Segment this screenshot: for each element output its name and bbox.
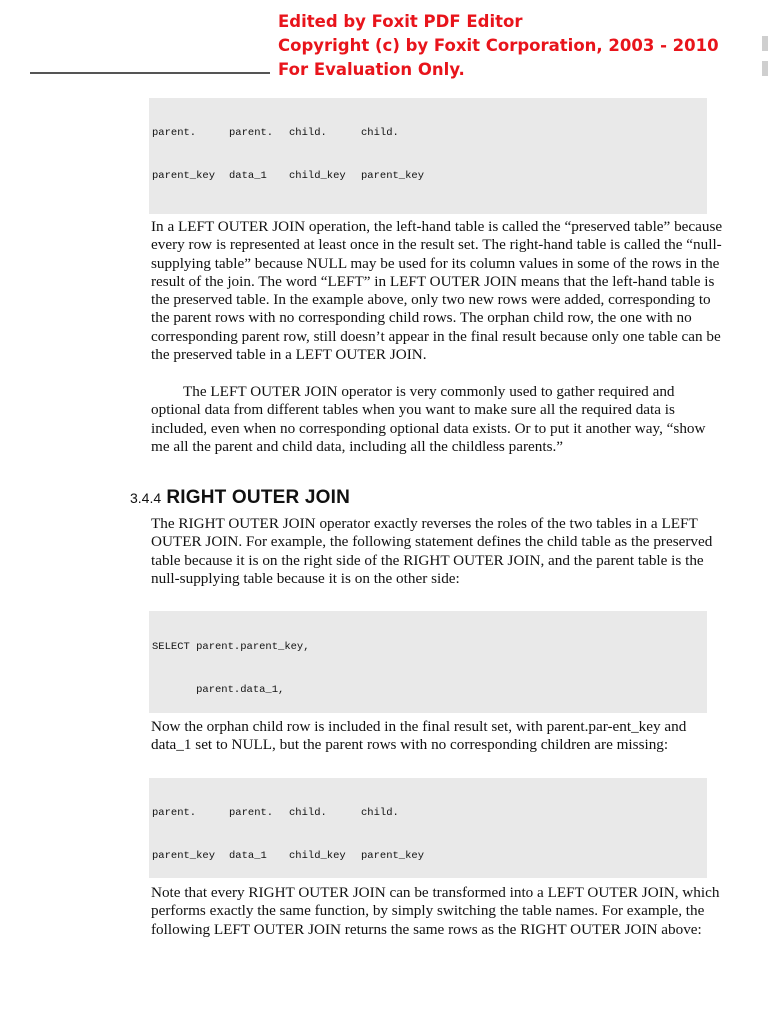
watermark-line-1: Edited by Foxit PDF Editor xyxy=(278,12,523,31)
table-cell: data_1 xyxy=(229,170,267,182)
paragraph-left-join-explanation: In a LEFT OUTER JOIN operation, the left-hand table is called the “preserved table” because every row is represented at least once in the result set. The right-hand table is called the “null-supplying table” because NULL may be used for its column values in some of the rows in the result of the join. The word “LEFT” in LEFT OUTER JOIN means that the left-hand table is the preserved table. In the example above, only two new rows were added, corresponding to the parent rows with no corresponding child rows. The orphan child row, the one with no corresponding parent row, still doesn’t appear in the final result because only one table can be the preserved table in a LEFT OUTER JOIN. xyxy=(151,218,723,364)
table-cell: parent. xyxy=(229,807,274,820)
paragraph-transform-note: Note that every RIGHT OUTER JOIN can be transformed into a LEFT OUTER JOIN, which performs exactly the same function, by simply switching the table names. For example, the following LEFT OUTER JOIN returns the same rows as the RIGHT OUTER JOIN above: xyxy=(151,884,720,938)
sql-code-block xyxy=(149,611,707,713)
table-cell: child. xyxy=(361,807,399,820)
paragraph-right-join-intro: The RIGHT OUTER JOIN operator exactly reverses the roles of the two tables in a LEFT OUTER JOIN. For example, the following statement defines the child table as the preserved table because it is on the right side of the RIGHT OUTER JOIN, and the parent table is the null-supplying table because it is on the other side: xyxy=(151,515,713,587)
table-cell: child_key xyxy=(289,850,346,862)
result-table-left-join xyxy=(149,98,707,214)
section-number: 3.4.4 xyxy=(130,490,162,506)
table-cell xyxy=(289,212,361,214)
table-cell: parent_key xyxy=(152,170,216,182)
table-header-row xyxy=(152,806,707,820)
page-scroll-indicator[interactable] xyxy=(762,36,768,76)
table-cell: child. xyxy=(289,807,327,820)
table-header-row xyxy=(152,169,707,183)
foxit-watermark xyxy=(278,10,719,82)
watermark-line-2: Copyright (c) by Foxit Corporation, 2003 - 2010 xyxy=(278,36,719,55)
table-cell: child. xyxy=(289,127,327,140)
code-line: parent.data_1, xyxy=(152,684,285,696)
table-cell: parent_key xyxy=(361,850,425,862)
table-separator-row xyxy=(152,212,707,214)
section-heading xyxy=(130,486,350,509)
table-cell: child. xyxy=(361,127,399,140)
table-cell: data_1 xyxy=(229,850,267,862)
table-header-row xyxy=(152,126,707,140)
table-cell xyxy=(152,212,229,214)
code-line: SELECT parent.parent_key, xyxy=(152,641,310,654)
table-cell: parent_key xyxy=(152,850,216,862)
table-cell: child_key xyxy=(289,170,346,182)
table-cell: parent. xyxy=(229,127,274,140)
table-cell xyxy=(229,212,289,214)
section-title: RIGHT OUTER JOIN xyxy=(166,487,351,508)
table-header-row xyxy=(152,849,707,863)
paragraph-orphan-result: Now the orphan child row is included in the final result set, with parent.par-ent_key and data_1 set to NULL, but the parent rows with no corresponding children are missing: xyxy=(151,718,687,754)
paragraph-left-join-usage: The LEFT OUTER JOIN operator is very commonly used to gather required and optional data from different tables when you want to make sure all the required data is included, even when no corresponding optional data exists. Or to put it another way, “show me all the parent and child data, including all the childless parents.” xyxy=(151,383,706,455)
table-cell: parent. xyxy=(152,127,197,140)
watermark-line-3: For Evaluation Only. xyxy=(278,60,465,79)
header-rule xyxy=(30,72,270,74)
table-cell: parent_key xyxy=(361,170,425,182)
table-cell: parent. xyxy=(152,807,197,820)
result-table-right-join xyxy=(149,778,707,878)
table-cell xyxy=(361,212,439,214)
